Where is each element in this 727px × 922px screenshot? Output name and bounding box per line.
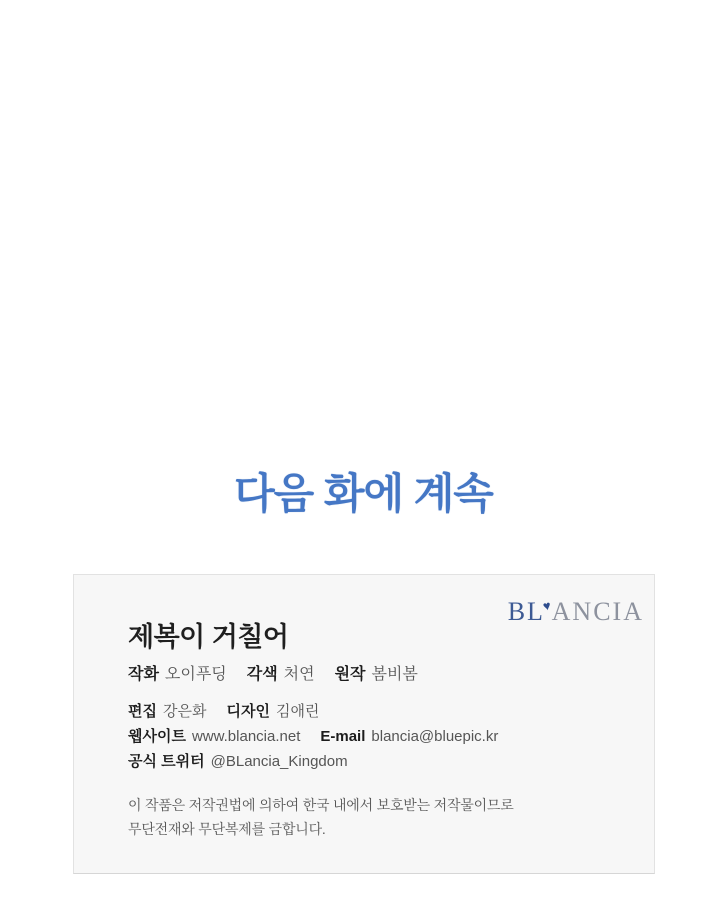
twitter-label: 공식 트위터 xyxy=(128,753,205,770)
logo-text-bl: BL xyxy=(507,597,545,626)
to-be-continued-text: 다음 화에 계속 xyxy=(234,470,493,517)
twitter-handle: @BLancia_Kingdom xyxy=(210,753,348,770)
credit-original-value: 봄비봄 xyxy=(371,666,418,683)
credit-adaptation-label: 각색 xyxy=(246,666,278,683)
staff-row-editing xyxy=(128,699,498,724)
credit-art-value: 오이푸딩 xyxy=(164,666,227,683)
credit-art-label: 작화 xyxy=(128,666,159,683)
staff-editor-label: 편집 xyxy=(128,703,157,720)
credit-art xyxy=(128,666,227,683)
email-info xyxy=(320,728,498,745)
blancia-logo xyxy=(508,599,644,625)
website-info xyxy=(128,728,300,745)
credits-card xyxy=(73,574,655,874)
staff-info-block xyxy=(128,699,498,774)
twitter-info xyxy=(128,753,348,770)
heart-icon: ♥ xyxy=(541,597,555,614)
staff-editor-value: 강은화 xyxy=(162,703,207,720)
logo-text-ancia: ANCIA xyxy=(551,597,644,626)
credit-adaptation-value: 처연 xyxy=(283,666,315,683)
credit-adaptation xyxy=(247,666,315,683)
website-url: www.blancia.net xyxy=(191,728,301,745)
staff-row-twitter xyxy=(128,749,498,774)
staff-designer-value: 김애린 xyxy=(275,703,320,720)
credit-original xyxy=(335,666,418,683)
email-label: E-mail xyxy=(320,728,366,745)
staff-row-contact xyxy=(128,724,498,749)
copyright-notice xyxy=(128,793,514,841)
staff-editor xyxy=(128,703,206,720)
series-title: 제복이 거칠어 xyxy=(128,622,289,652)
email-address: blancia@bluepic.kr xyxy=(371,728,499,745)
staff-designer-label: 디자인 xyxy=(226,703,270,720)
credit-original-label: 원작 xyxy=(334,666,366,683)
creator-credits-line xyxy=(128,661,418,684)
website-label: 웹사이트 xyxy=(128,728,186,745)
copyright-line-2: 무단전재와 무단복제를 금합니다. xyxy=(128,821,326,837)
staff-designer xyxy=(226,703,319,720)
copyright-line-1: 이 작품은 저작권법에 의하여 한국 내에서 보호받는 저작물이므로 xyxy=(128,797,514,813)
